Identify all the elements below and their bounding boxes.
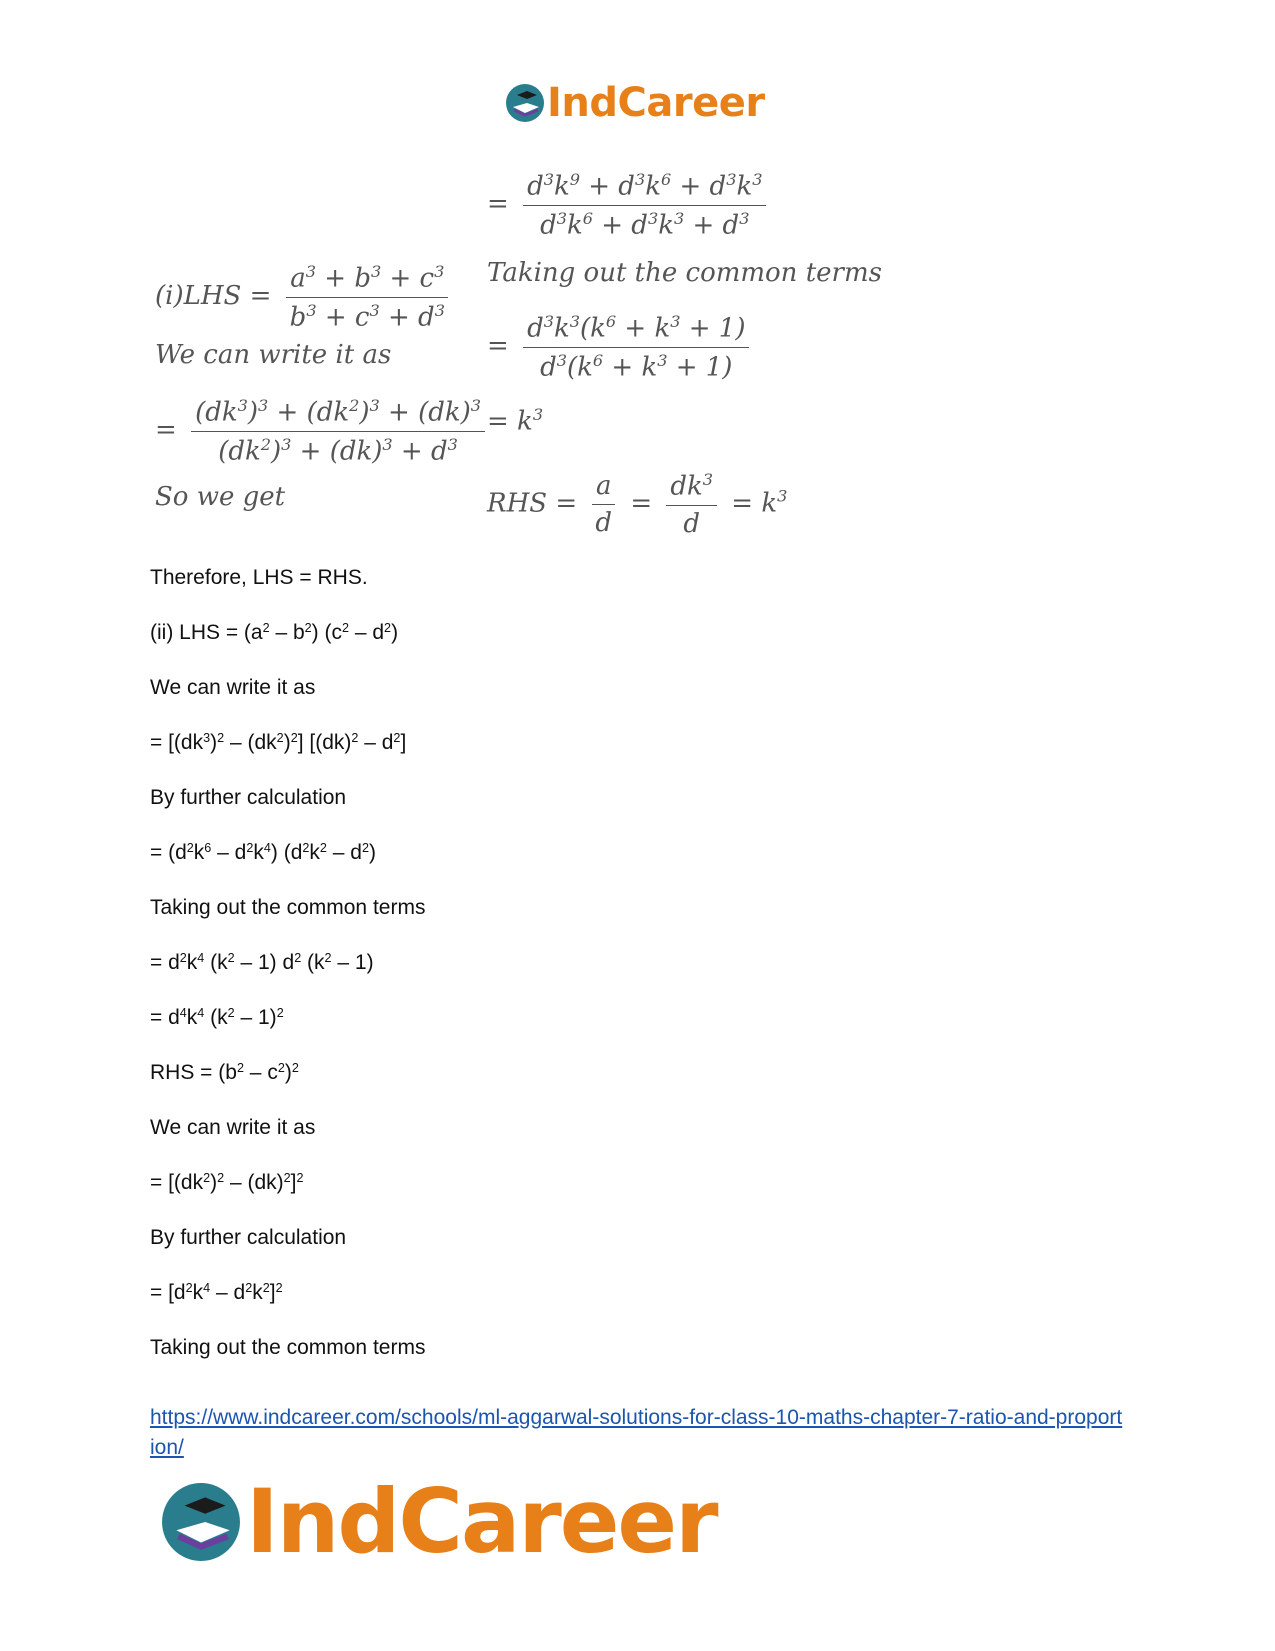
text-line: (ii) LHS = $(a^2 - b^2)$ $(c^2 - d^2)$ <box>150 621 399 644</box>
text-line: By further calculation <box>150 1226 347 1249</box>
footer-logo <box>160 1470 717 1573</box>
header-logo <box>505 80 765 126</box>
graduation-book-icon <box>505 83 545 123</box>
text-line: We can write it as <box>150 676 316 699</box>
expr-numerator: $(dk^3)^3 + (dk^2)^3 + (dk)^3$ <box>191 396 485 432</box>
text-line: = $[(dk^2)^2 - (dk)^2]^2$ <box>150 1171 304 1194</box>
source-link[interactable]: https://www.indcareer.com/schools/ml-aggarwal-solutions-for-class-10-maths-chapter-7-ratio-and-proportion/ <box>150 1406 1123 1459</box>
text-line: Taking out the common terms <box>150 896 426 919</box>
text-line: = $[d^2k^4 - d^2k^2]^2$ <box>150 1281 283 1304</box>
text-line: = $d^4k^4$ $(k^2 - 1)^2$ <box>150 1006 284 1029</box>
expr-denominator: $(dk^2)^3 + (dk)^3 + d^3$ <box>218 434 458 467</box>
brand-name: IndCareer <box>246 1470 717 1573</box>
lhs-label: (i)LHS = <box>155 281 272 312</box>
text-line: = $d^2k^4$ $(k^2 - 1)$ $d^2$ $(k^2 - 1)$ <box>150 951 374 974</box>
text-line: We can write it as <box>150 1116 316 1139</box>
taking-out-text: Taking out the common terms <box>487 258 882 288</box>
step1-fraction <box>523 170 766 240</box>
step1-denominator: $d^3k^6 + d^3k^3 + d^3$ <box>540 208 750 241</box>
step1-fraction-line: = $\frac{d^3k^9 + d^3k^6 + d^3k^3}{d^3k^6 + d^3k^3 + d^3}$ <box>487 170 772 240</box>
rhs-fraction-dk: $\frac{dk^3}{d}$ <box>666 470 717 539</box>
step2-fraction <box>523 312 749 382</box>
brand-name: IndCareer <box>547 80 765 126</box>
lhs-fraction-line <box>155 262 455 332</box>
step2-denominator: $d^3(k^6 + k^3 + 1)$ <box>540 350 733 383</box>
text-line: RHS = $(b^2 - c^2)^2$ <box>150 1061 299 1084</box>
lhs-fraction <box>286 262 449 332</box>
text-line: Taking out the common terms <box>150 1336 426 1359</box>
expr-fraction <box>191 396 485 466</box>
text-line: Therefore, LHS = RHS. <box>150 566 368 589</box>
write-as-text: We can write it as <box>155 340 392 370</box>
result-line: = $k^3$ <box>487 405 544 437</box>
step2-numerator: $d^3k^3(k^6 + k^3 + 1)$ <box>523 312 749 348</box>
step1-numerator: $d^3k^9 + d^3k^6 + d^3k^3$ <box>523 170 766 206</box>
text-line: = $[(dk^3)^2 - (dk^2)^2]$ $[(dk)^2 - d^2]$ <box>150 731 407 754</box>
text-line: By further calculation <box>150 786 347 809</box>
lhs-denominator: $b^3 + c^3 + d^3$ <box>289 300 445 333</box>
text-line: = $(d^2k^6 - d^2k^4)$ $(d^2k^2 - d^2)$ <box>150 841 376 864</box>
lhs-numerator: $a^3 + b^3 + c^3$ <box>286 262 448 298</box>
expr-fraction-line: = $\frac{(dk^3)^3 + (dk^2)^3 + (dk)^3}{(dk^2)^3 + (dk)^3 + d^3}$ <box>155 396 491 466</box>
rhs-fraction-a: $\frac{a}{d}$ <box>591 471 616 538</box>
rhs-line: RHS = $\frac{a}{d}$ = $\frac{dk^3}{d}$ = $k^3$ <box>487 470 788 539</box>
graduation-book-icon <box>160 1481 242 1563</box>
step2-fraction-line: = $\frac{d^3k^3(k^6 + k^3 + 1)}{d^3(k^6 + k^3 + 1)}$ <box>487 312 755 382</box>
so-we-get-text: So we get <box>155 482 286 512</box>
